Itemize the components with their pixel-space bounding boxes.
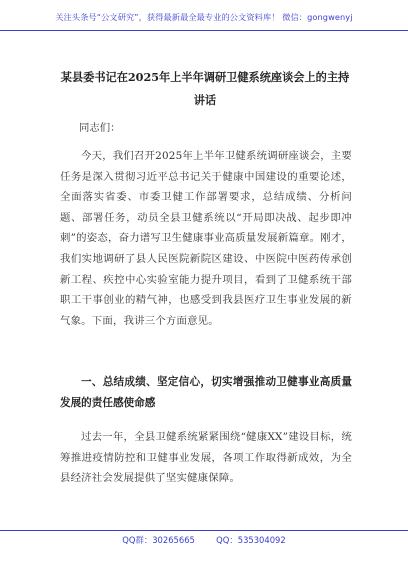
header-banner[interactable]: 关注头条号“公文研究”，获得最新最全最专业的公文资料库！ 微信：gongwenyj xyxy=(55,12,353,22)
qq-label: QQ： xyxy=(216,535,238,545)
qq-group-number[interactable]: 30265665 xyxy=(152,535,195,545)
salutation: 同志们： xyxy=(79,122,121,134)
qq-group-label: QQ群： xyxy=(122,535,153,545)
footer-banner[interactable] xyxy=(0,534,408,546)
document-title: 某县委书记在2025年上半年调研卫健系统座谈会上的主持讲话 xyxy=(60,70,350,107)
footer-divider xyxy=(0,530,408,531)
qq-number[interactable]: 535304092 xyxy=(237,535,286,545)
paragraph-intro: 今天，我们召开2025年上半年卫健系统调研座谈会，主要任务是深入贯彻习近平总书记关于健康中国建设的重要论述，全面落实省委、市委卫健工作部署要求，总结成绩、分析问题、部署任务，动员全县卫健系统以“开局即决战、起步即冲刺”的姿态，奋力谱写卫生健康事业高质量发展新篇章。刚才，我们实地调研了县人民医院新院区建设、中医院中医药传承创新工程、疾控中心实验室能力提升项目，看到了卫健系统干部职工干事创业的精气神，也感受到我县医疗卫生事业发展的新气象。下面，我讲三个方面意见。 xyxy=(60,150,352,327)
section-heading-1: 一、总结成绩、坚定信心，切实增强推动卫健事业高质量发展的责任感使命感 xyxy=(60,376,352,409)
paragraph-section-1: 过去一年，全县卫健系统紧紧围绕“健康XX”建设目标，统筹推进疫情防控和卫健事业发展，各项工作取得新成效，为全县经济社会发展提供了坚实健康保障。 xyxy=(60,431,352,485)
header-divider xyxy=(0,30,408,31)
